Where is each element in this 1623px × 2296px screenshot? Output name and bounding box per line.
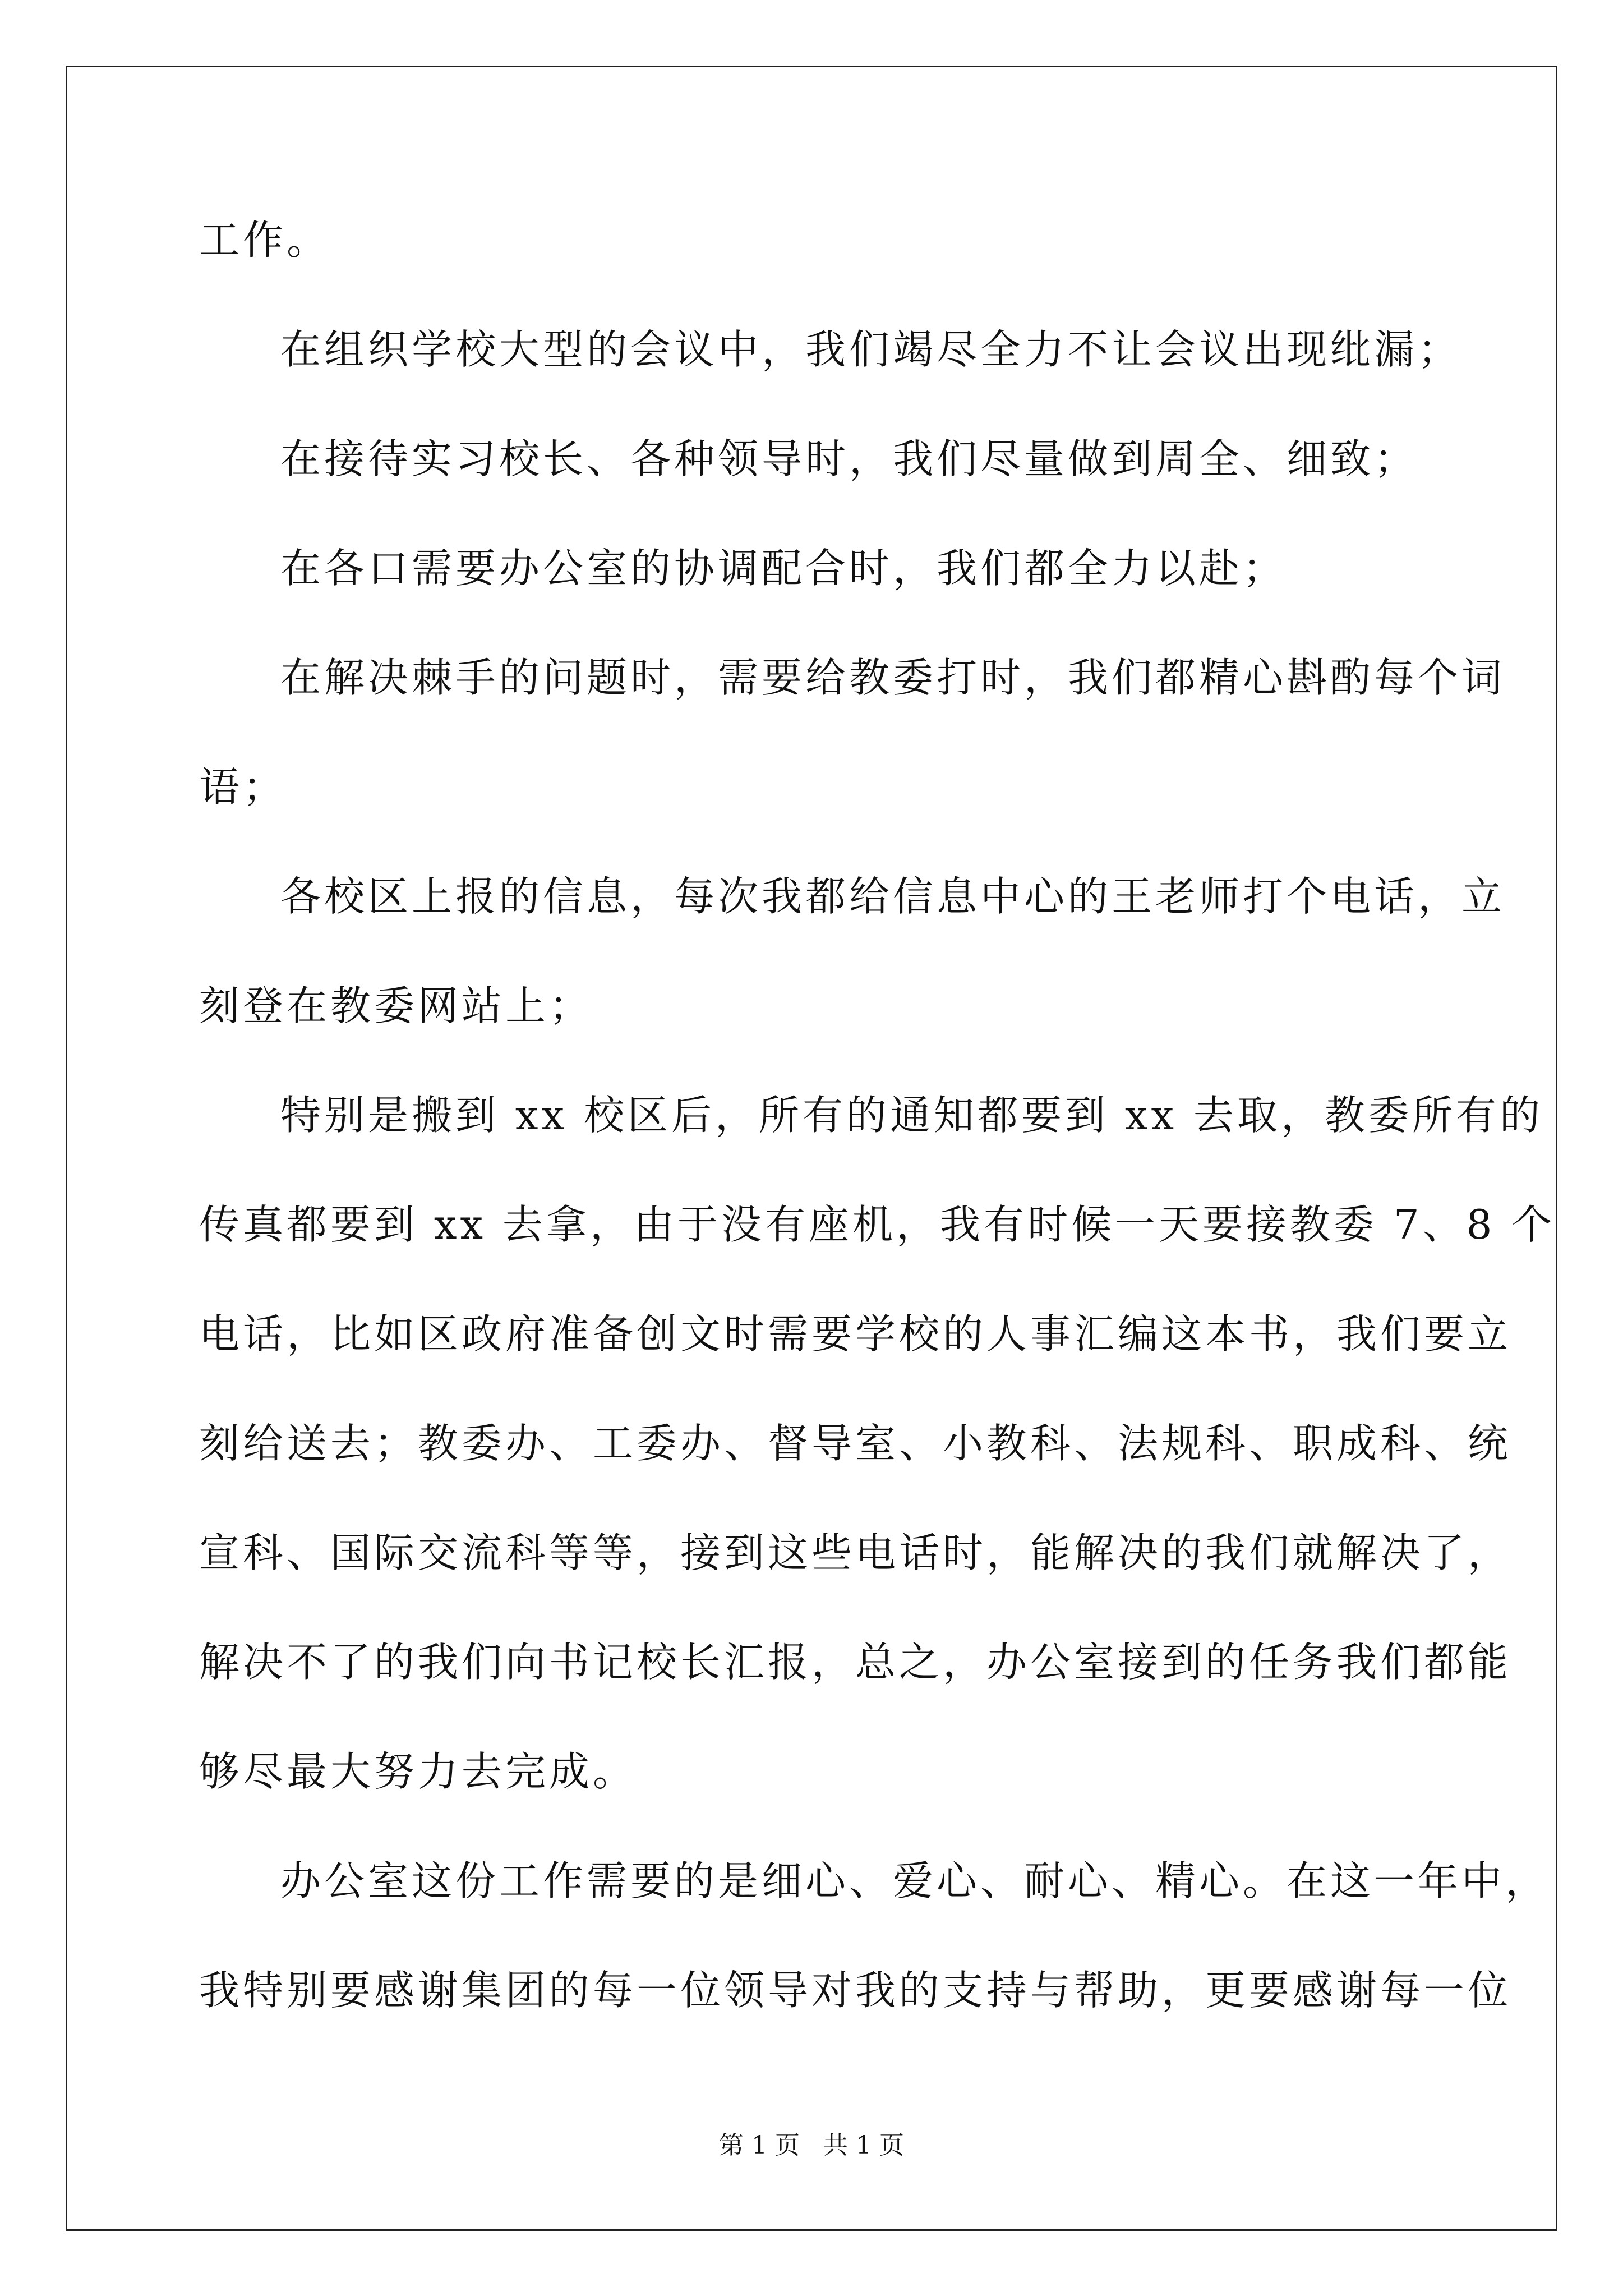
paragraph-line: 在解决棘手的问题时，需要给教委打时，我们都精心斟酌每个词 bbox=[280, 654, 1506, 701]
text-line: 宣科、国际交流科等等，接到这些电话时，能解决的我们就解决了， bbox=[199, 1529, 1512, 1576]
page-footer bbox=[0, 2129, 1623, 2162]
text-line: 解决不了的我们向书记校长汇报，总之，办公室接到的任务我们都能 bbox=[199, 1639, 1512, 1686]
paragraph-line: 办公室这份工作需要的是细心、爱心、耐心、精心。在这一年中， bbox=[280, 1857, 1550, 1904]
text-line: 语； bbox=[199, 763, 287, 811]
paragraph-line: 各校区上报的信息，每次我都给信息中心的王老师打个电话，立 bbox=[280, 873, 1506, 920]
text-line: 刻登在教委网站上； bbox=[199, 982, 593, 1029]
text-line: 刻给送去；教委办、工委办、督导室、小教科、法规科、职成科、统 bbox=[199, 1420, 1512, 1467]
paragraph-line: 在接待实习校长、各种领导时，我们尽量做到周全、细致； bbox=[280, 435, 1418, 482]
text-line: 传真都要到 xx 去拿，由于没有座机，我有时候一天要接教委 7、8 个 bbox=[199, 1201, 1556, 1248]
text-line: 我特别要感谢集团的每一位领导对我的支持与帮助，更要感谢每一位 bbox=[199, 1967, 1512, 2014]
page-number: 第 1 页 bbox=[719, 2131, 800, 2160]
page-total: 共 1 页 bbox=[823, 2131, 904, 2160]
paragraph-line: 在各口需要办公室的协调配合时，我们都全力以赴； bbox=[280, 545, 1287, 592]
paragraph-line: 在组织学校大型的会议中，我们竭尽全力不让会议出现纰漏； bbox=[280, 326, 1462, 373]
text-line: 电话，比如区政府准备创文时需要学校的人事汇编这本书，我们要立 bbox=[199, 1310, 1512, 1358]
paragraph-line: 特别是搬到 xx 校区后，所有的通知都要到 xx 去取，教委所有的 bbox=[280, 1092, 1543, 1139]
text-line: 够尽最大努力去完成。 bbox=[199, 1748, 637, 1795]
text-line: 工作。 bbox=[199, 217, 331, 264]
